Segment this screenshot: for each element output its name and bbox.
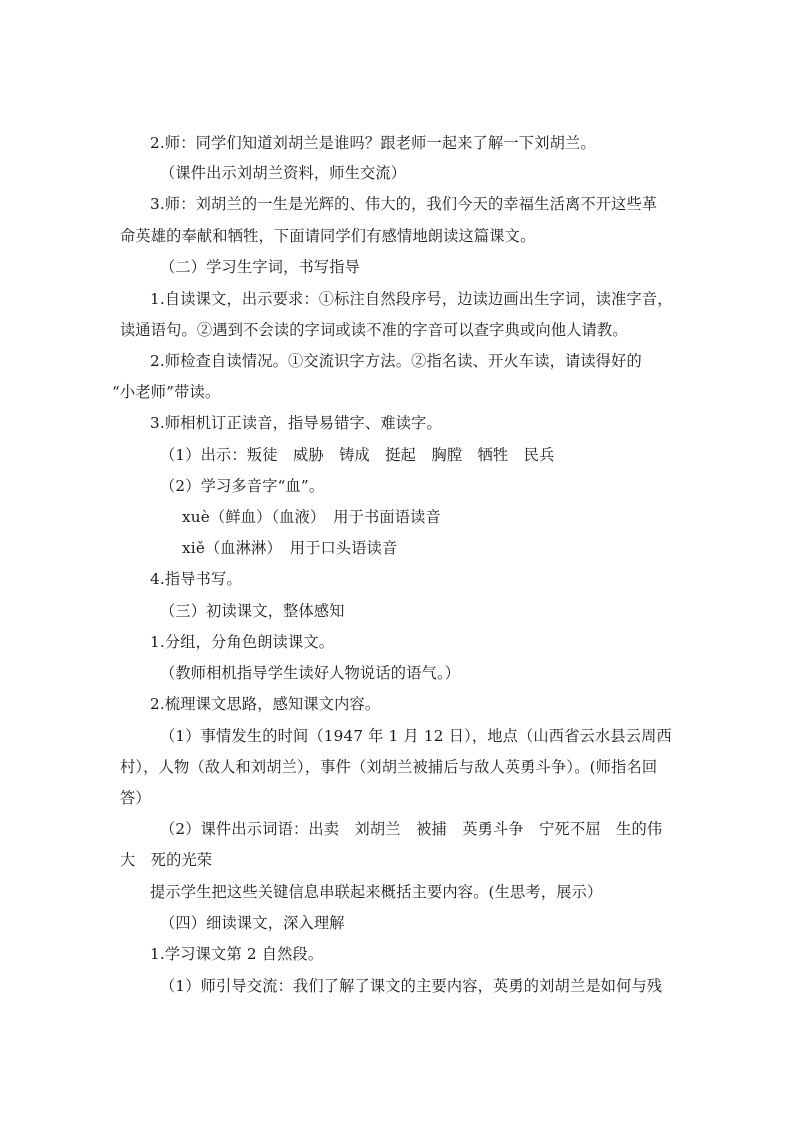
paragraph-line: （2）课件出示词语：出卖 刘胡兰 被捕 英勇斗争 宁死不屈 生的伟 xyxy=(160,820,663,838)
paragraph-line: 2.师：同学们知道刘胡兰是谁吗？跟老师一起来了解一下刘胡兰。 xyxy=(150,134,596,152)
paragraph-line: 4.指导书写。 xyxy=(150,570,242,588)
paragraph-line: 2.梳理课文思路，感知课文内容。 xyxy=(150,695,381,713)
paragraph-line: 大 死的光荣 xyxy=(120,851,213,869)
paragraph-line: （1）事情发生的时间（1947 年 1 月 12 日），地点（山西省云水县云周西 xyxy=(160,727,672,745)
section-heading: （三）初读课文，整体感知 xyxy=(160,602,345,620)
paragraph-line: 1.学习课文第 2 自然段。 xyxy=(150,945,324,963)
paragraph-line: “小老师”带读。 xyxy=(112,383,221,401)
paragraph-line: （1）师引导交流：我们了解了课文的主要内容，英勇的刘胡兰是如何与残 xyxy=(160,977,663,995)
paragraph-line: 命英雄的奉献和牺牲，下面请同学们有感情地朗读这篇课文。 xyxy=(120,227,536,245)
paragraph-line: 提示学生把这些关键信息串联起来概括主要内容。(生思考，展示） xyxy=(150,883,603,901)
paragraph-line: （2）学习多音字“血”。 xyxy=(160,477,325,495)
paragraph-line: （课件出示刘胡兰资料，师生交流） xyxy=(160,164,407,182)
section-heading: （二）学习生字词，书写指导 xyxy=(160,258,361,276)
paragraph-line: 2.师检查自读情况。①交流识字方法。②指名读、开火车读，请读得好的 xyxy=(150,352,642,370)
paragraph-line: 读通语句。②遇到不会读的字词或读不准的字音可以查字典或向他人请教。 xyxy=(120,321,628,339)
paragraph-line: 3.师：刘胡兰的一生是光辉的、伟大的，我们今天的幸福生活离不开这些革 xyxy=(150,195,658,213)
paragraph-line: 3.师相机订正读音，指导易错字、难读字。 xyxy=(150,414,442,432)
paragraph-line: 1.自读课文，出示要求：①标注自然段序号，边读边画出生字词，读准字音， xyxy=(150,290,673,308)
section-heading: （四）细读课文，深入理解 xyxy=(160,914,345,932)
paragraph-line: xiě（血淋淋） 用于口头语读音 xyxy=(182,539,398,557)
paragraph-line: 答） xyxy=(120,789,151,807)
paragraph-line: 村），人物（敌人和刘胡兰），事件（刘胡兰被捕后与敌人英勇斗争）。(师指名回 xyxy=(120,758,658,776)
paragraph-line: 1.分组，分角色朗读课文。 xyxy=(150,633,335,651)
paragraph-line: （教师相机指导学生读好人物说话的语气。） xyxy=(160,664,461,682)
paragraph-line: xuè（鲜血）（血液） 用于书面语读音 xyxy=(182,508,441,526)
paragraph-line: （1）出示：叛徒 威胁 铸成 挺起 胸膛 牺牲 民兵 xyxy=(160,446,555,464)
